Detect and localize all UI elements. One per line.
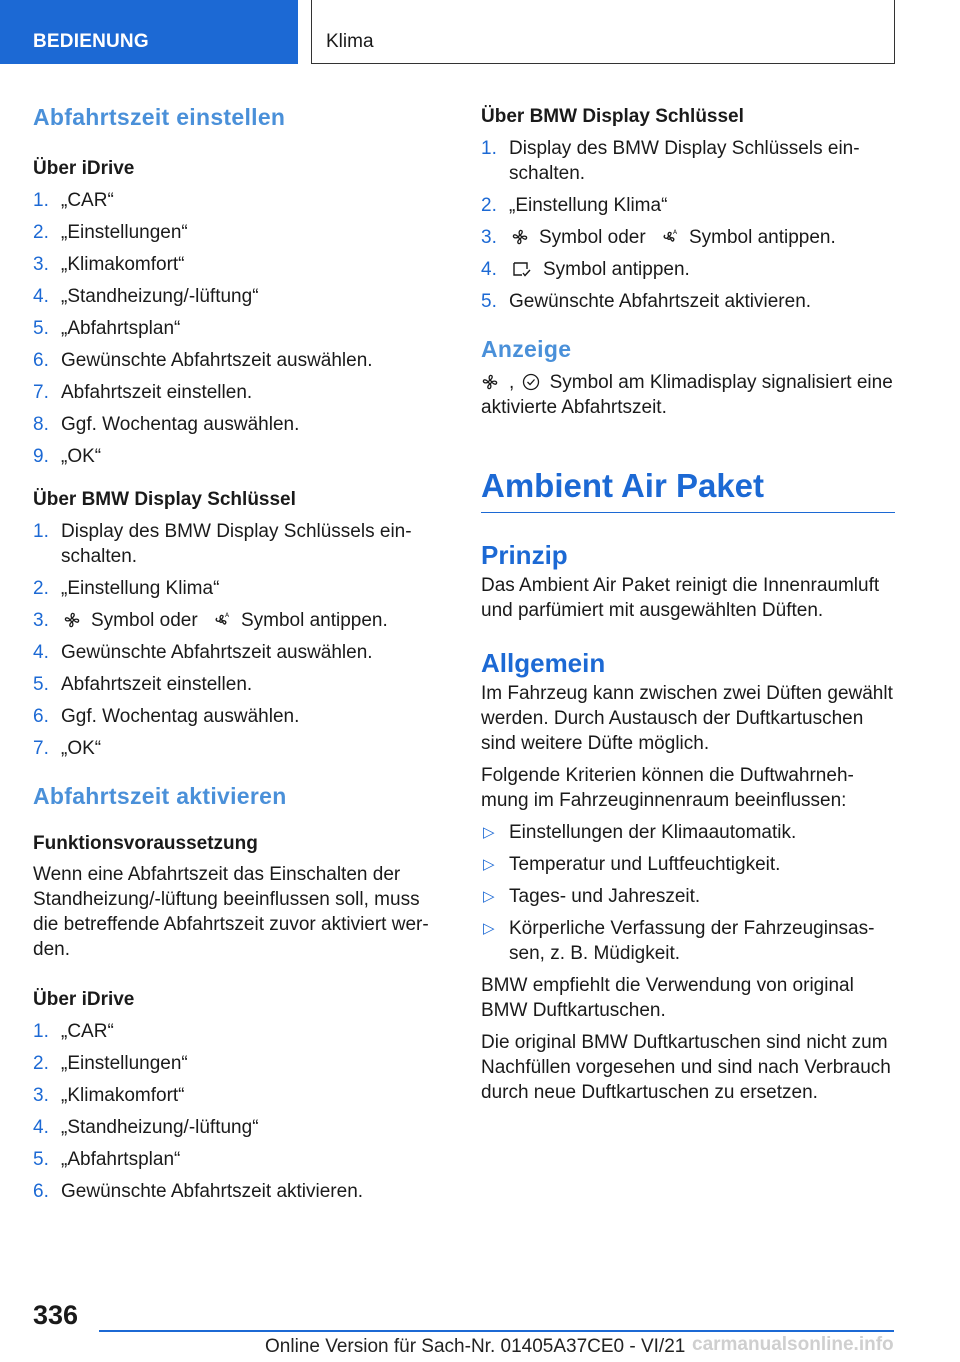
footer-version: Online Version für Sach-Nr. 01405A37CE0 - VI/21 [265, 1336, 686, 1357]
list-item: ▷ Körperliche Verfassung der Fahrzeuginsas-sen, z. B. Müdigkeit. [483, 918, 875, 964]
idrive-steps-list [33, 188, 448, 469]
list-item: 6. Gewünschte Abfahrtszeit aktivieren. [33, 1181, 364, 1202]
left-column [33, 98, 448, 1211]
heading-allgemein: Allgemein [481, 648, 606, 678]
heading-anzeige: Anzeige [481, 336, 572, 362]
allgemein-text: Folgende Kriterien können die Duftwahrneh-mung im Fahrzeuginnenraum beeinflussen: [481, 765, 854, 811]
list-item: 2. „Einstellungen“ [33, 222, 188, 243]
clock-check-icon [522, 373, 540, 391]
list-item: ▷ Temperatur und Luftfeuchtigkeit. [483, 854, 781, 875]
heading-prinzip: Prinzip [481, 540, 568, 570]
list-item: ▷ Einstellungen der Klimaautomatik. [483, 822, 797, 843]
list-item: 7. Abfahrtszeit einstellen. [33, 382, 253, 403]
right-column [481, 98, 895, 1105]
list-item: 5. Abfahrtszeit einstellen. [33, 674, 253, 695]
criteria-list [481, 820, 895, 966]
list-item: 4. „Standheizung/-lüftung“ [33, 286, 259, 307]
heading-funktionsvoraussetzung: Funktionsvoraussetzung [33, 833, 258, 854]
funktion-text: Wenn eine Abfahrtszeit das Einschalten der Standheizung/-lüftung beeinflussen soll, muss die betreffende Abfahrtszeit zuvor aktiviert wer-den. [33, 864, 429, 960]
list-item: 3. Symbol oder A Symbol antippen. [481, 227, 836, 248]
list-item: 1. „CAR“ [33, 190, 114, 211]
list-item: 6. Ggf. Wochentag auswählen. [33, 706, 300, 727]
list-item: 5. „Abfahrtsplan“ [33, 1149, 181, 1170]
chapter-title: Klima [311, 0, 895, 64]
list-item: 1. Display des BMW Display Schlüssels ein-schalten. [481, 138, 860, 184]
section-tab: BEDIENUNG [0, 0, 298, 64]
timer-check-icon [511, 260, 533, 278]
list-item: 5. „Abfahrtsplan“ [33, 318, 181, 339]
watermark: carmanualsonline.info [692, 1334, 894, 1355]
list-item: 3. „Klimakomfort“ [33, 254, 185, 275]
heading-abfahrtszeit-einstellen: Abfahrtszeit einstellen [33, 104, 286, 130]
fan-icon [511, 228, 529, 246]
svg-text:A: A [224, 612, 230, 619]
heading-ambient-air-paket: Ambient Air Paket [481, 466, 895, 513]
list-item: 1. „CAR“ [33, 1021, 114, 1042]
fan-auto-icon [213, 611, 231, 629]
fan-icon [481, 373, 499, 391]
list-item: 5. Gewünschte Abfahrtszeit aktivieren. [481, 291, 812, 312]
display-key-steps-list [481, 136, 895, 314]
list-item: 2. „Einstellung Klima“ [481, 195, 668, 216]
heading-display-key: Über BMW Display Schlüssel [481, 106, 744, 127]
prinzip-text: Das Ambient Air Paket reinigt die Innenraumluft und parfümiert mit ausgewählten Düften. [481, 575, 880, 621]
list-item: 7. „OK“ [33, 738, 102, 759]
list-item: 4. Gewünschte Abfahrtszeit auswählen. [33, 642, 373, 663]
display-key-steps-list [33, 519, 448, 761]
allgemein-text: Im Fahrzeug kann zwischen zwei Düften gewählt werden. Durch Austausch der Duftkartuschen sind weitere Düfte möglich. [481, 683, 893, 754]
heading-display-key: Über BMW Display Schlüssel [33, 489, 296, 510]
idrive-steps-list [33, 1019, 448, 1204]
list-item: ▷ Tages- und Jahreszeit. [483, 886, 701, 907]
list-item: 8. Ggf. Wochentag auswählen. [33, 414, 300, 435]
svg-text:A: A [672, 229, 678, 236]
heading-idrive: Über iDrive [33, 158, 135, 179]
fan-auto-icon [661, 228, 679, 246]
list-item: 2. „Einstellung Klima“ [33, 578, 220, 599]
list-item: 1. Display des BMW Display Schlüssels ein-schalten. [33, 521, 412, 567]
cartridge-text: Die original BMW Duftkartuschen sind nicht zum Nachfüllen vorgesehen und sind nach Verbrauch durch neue Duftkartuschen zu ersetzen. [481, 1032, 891, 1103]
list-item: 9. „OK“ [33, 446, 102, 467]
heading-abfahrtszeit-aktivieren: Abfahrtszeit aktivieren [33, 783, 287, 809]
recommendation-text: BMW empfiehlt die Verwendung von original BMW Duftkartuschen. [481, 975, 854, 1021]
list-item: 3. Symbol oder A Symbol antippen. [33, 610, 388, 631]
list-item: 4. „Standheizung/-lüftung“ [33, 1117, 259, 1138]
fan-icon [63, 611, 81, 629]
list-item: 2. „Einstellungen“ [33, 1053, 188, 1074]
list-item: 3. „Klimakomfort“ [33, 1085, 185, 1106]
page-number: 336 [33, 1300, 79, 1330]
heading-idrive: Über iDrive [33, 989, 135, 1010]
footer-divider [99, 1330, 894, 1332]
list-item: 4. Symbol antippen. [481, 259, 690, 280]
list-item: 6. Gewünschte Abfahrtszeit auswählen. [33, 350, 373, 371]
anzeige-text: , Symbol am Klimadisplay signalisiert eine aktivierte Abfahrtszeit. [481, 372, 893, 418]
